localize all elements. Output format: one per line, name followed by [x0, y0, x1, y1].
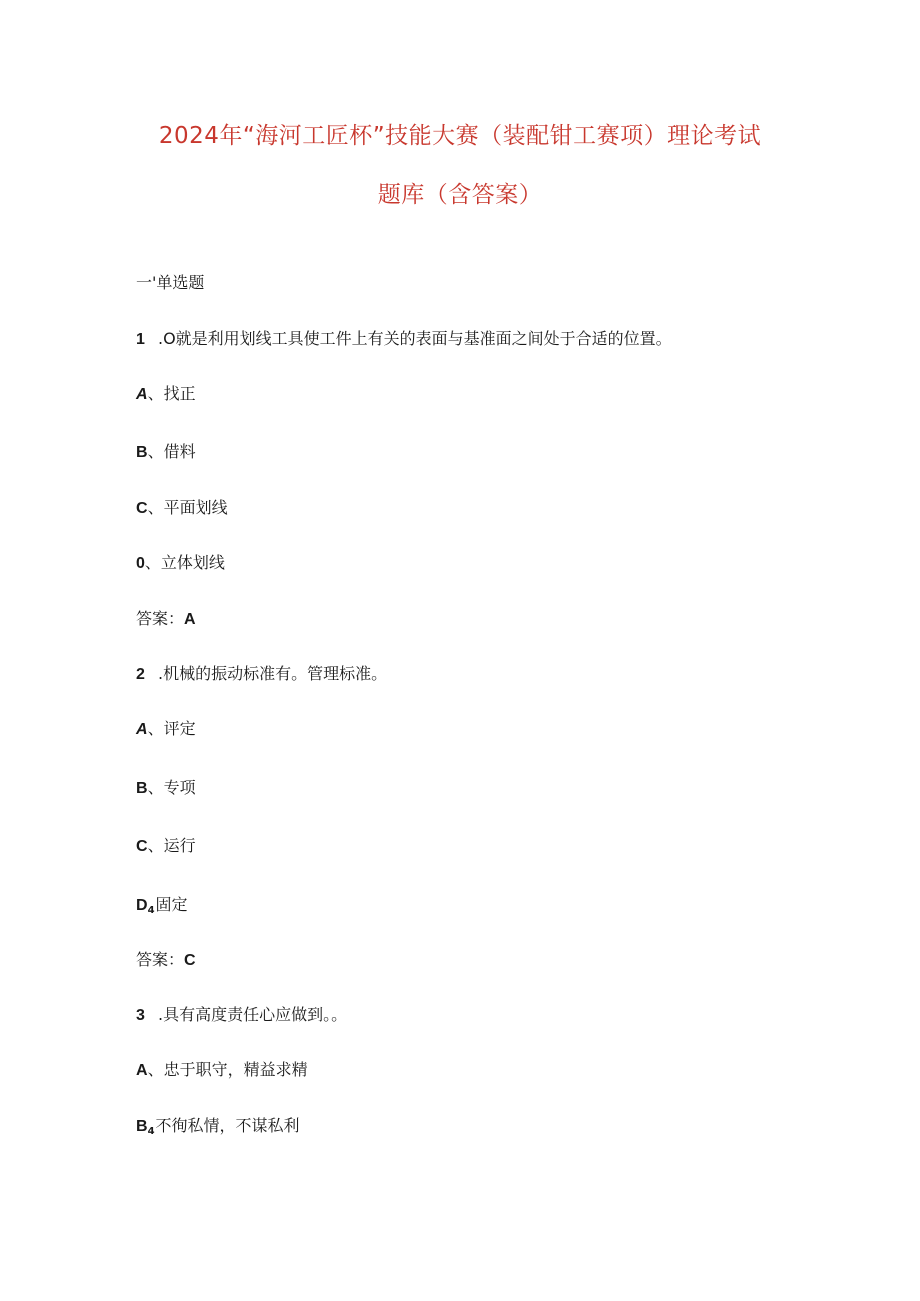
answer-prefix: 答案：	[136, 609, 185, 628]
document-title-line2: 题库（含答案）	[377, 182, 543, 208]
option-text: 专项	[163, 778, 196, 797]
question-number: 2	[136, 666, 145, 683]
answer-value: C	[184, 952, 196, 969]
answer-value: A	[184, 611, 196, 628]
option-label: B	[136, 780, 148, 797]
option-separator: 、	[147, 384, 164, 403]
option-separator: 、	[147, 719, 164, 738]
q3-option-b	[136, 1115, 300, 1143]
option-text: 借料	[163, 442, 196, 461]
q2-option-d	[136, 894, 188, 922]
option-subscript: 4	[147, 905, 155, 916]
option-separator: 、	[147, 778, 164, 797]
option-text: 平面划线	[163, 498, 228, 517]
q1-option-d	[136, 552, 225, 575]
option-text: 立体划线	[160, 553, 225, 572]
q1-option-a	[136, 383, 196, 406]
option-label: A	[136, 386, 148, 403]
option-separator: 、	[147, 442, 164, 461]
option-label: A	[136, 721, 148, 738]
question-2	[136, 663, 387, 686]
option-label: C	[136, 500, 148, 517]
question-1	[136, 328, 672, 351]
option-text: 运行	[163, 836, 196, 855]
q1-option-b	[136, 441, 196, 464]
option-label: B	[136, 444, 148, 461]
question-text: .具有高度责任心应做到。。	[158, 1005, 348, 1024]
q1-option-c	[136, 497, 228, 520]
q2-answer	[136, 949, 196, 972]
option-text: 忠于职守，精益求精	[163, 1060, 308, 1079]
option-label: 0	[136, 555, 145, 572]
q3-option-a	[136, 1059, 308, 1082]
question-number: 3	[136, 1007, 145, 1024]
document-title-line1: 2024年“海河工匠杯”技能大赛（装配钳工赛项）理论考试	[158, 123, 762, 149]
question-text: .O就是利用划线工具使工件上有关的表面与基准面之间处于合适的位置。	[158, 329, 672, 348]
q2-option-b	[136, 777, 196, 800]
option-text: 不徇私情，不谋私利	[155, 1116, 300, 1135]
answer-prefix: 答案：	[136, 950, 185, 969]
option-text: 找正	[163, 384, 196, 403]
option-text: 固定	[155, 895, 188, 914]
option-subscript: 4	[147, 1126, 155, 1137]
question-number: 1	[136, 331, 145, 348]
q2-option-a	[136, 718, 196, 741]
option-label: B	[136, 1118, 148, 1135]
option-label: A	[136, 1062, 148, 1079]
option-separator: 、	[147, 1060, 164, 1079]
question-3	[136, 1004, 347, 1027]
option-label: D	[136, 897, 148, 914]
option-separator: 、	[147, 836, 164, 855]
question-text: .机械的振动标准有。管理标准。	[158, 664, 388, 683]
q1-answer	[136, 608, 196, 631]
q2-option-c	[136, 835, 196, 858]
option-separator: 、	[144, 553, 161, 572]
option-separator: 、	[147, 498, 164, 517]
section-heading: 一'单选题	[136, 273, 205, 292]
option-label: C	[136, 838, 148, 855]
option-text: 评定	[163, 719, 196, 738]
